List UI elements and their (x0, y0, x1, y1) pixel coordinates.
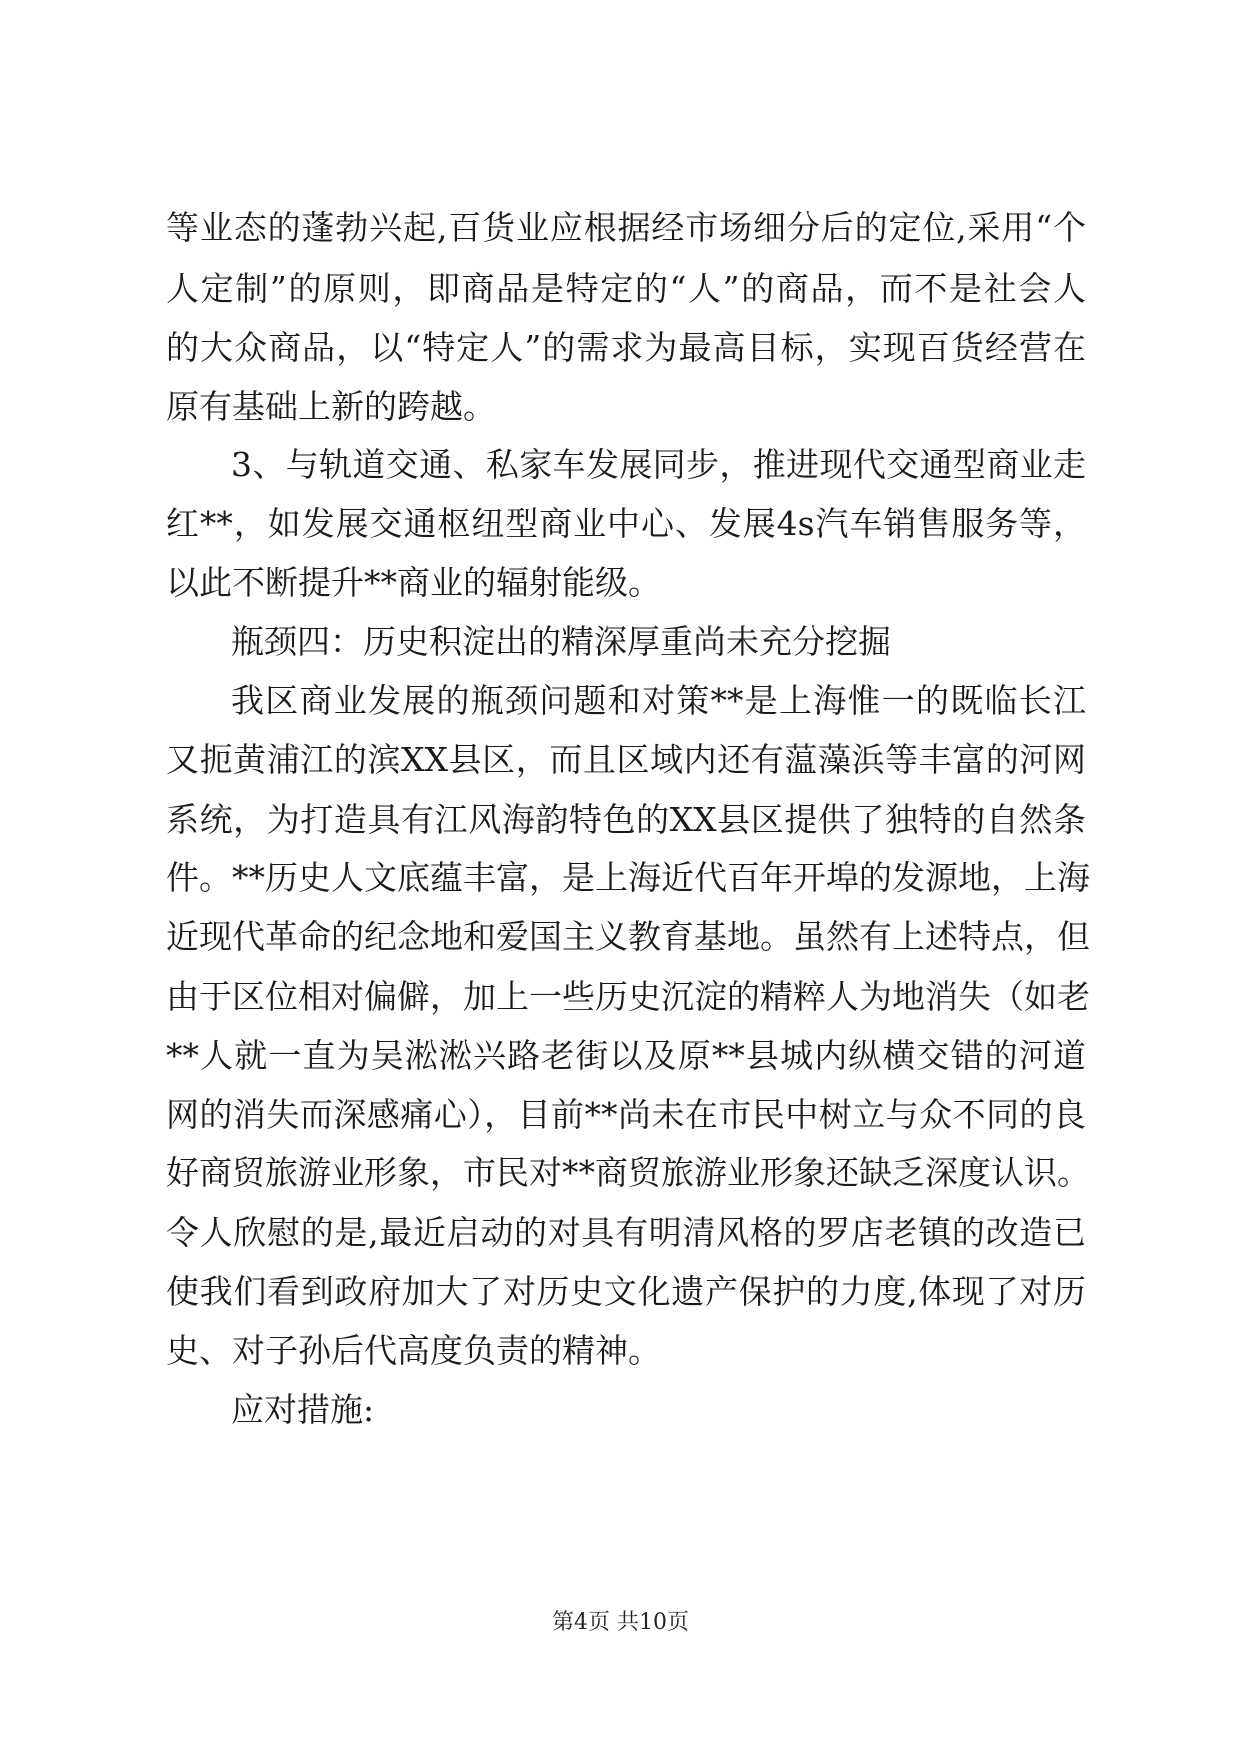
text-line: 3、与轨道交通、私家车发展同步，推进现代交通型商业走 (231, 445, 1086, 484)
text-line: 我区商业发展的瓶颈问题和对策**是上海惟一的既临长江 (231, 681, 1086, 720)
text-line: 令人欣慰的是,最近启动的对具有明清风格的罗店老镇的改造已 (166, 1213, 1086, 1252)
text-line: 好商贸旅游业形象，市民对**商贸旅游业形象还缺乏深度认识。 (166, 1153, 1090, 1192)
text-line: 由于区位相对偏僻，加上一些历史沉淀的精粹人为地消失（如老 (166, 977, 1090, 1016)
text-line: 系统，为打造具有江风海韵特色的XX县区提供了独特的自然条 (166, 800, 1086, 839)
text-line: 件。**历史人文底蕴丰富，是上海近代百年开埠的发源地，上海 (166, 858, 1090, 897)
text-line: 以此不断提升**商业的辐射能级。 (166, 563, 661, 602)
text-line: 近现代革命的纪念地和爱国主义教育基地。虽然有上述特点，但 (166, 917, 1090, 956)
text-line: 又扼黄浦江的滨XX县区，而且区域内还有蕰藻浜等丰富的河网 (166, 740, 1086, 779)
text-line: 红**，如发展交通枢纽型商业中心、发展4s汽车销售服务等， (166, 504, 1086, 543)
page-number: 第4页 共10页 (552, 1610, 689, 1635)
text-line: 使我们看到政府加大了对历史文化遗产保护的力度,体现了对历 (166, 1272, 1086, 1311)
section-heading: 瓶颈四：历史积淀出的精深厚重尚未充分挖掘 (231, 622, 891, 661)
text-line: 等业态的蓬勃兴起,百货业应根据经市场细分后的定位,采用“个 (166, 208, 1086, 247)
text-line: 原有基础上新的跨越。 (166, 387, 496, 426)
text-line: 的大众商品，以“特定人”的需求为最高目标，实现百货经营在 (166, 328, 1086, 367)
section-heading: 应对措施: (231, 1390, 375, 1429)
text-line: **人就一直为吴淞淞兴路老街以及原**县城内纵横交错的河道 (166, 1036, 1086, 1075)
text-line: 网的消失而深感痛心），目前**尚未在市民中树立与众不同的良 (166, 1095, 1086, 1134)
text-line: 史、对子孙后代高度负责的精神。 (166, 1331, 661, 1370)
text-line: 人定制”的原则，即商品是特定的“人”的商品，而不是社会人 (166, 269, 1086, 308)
